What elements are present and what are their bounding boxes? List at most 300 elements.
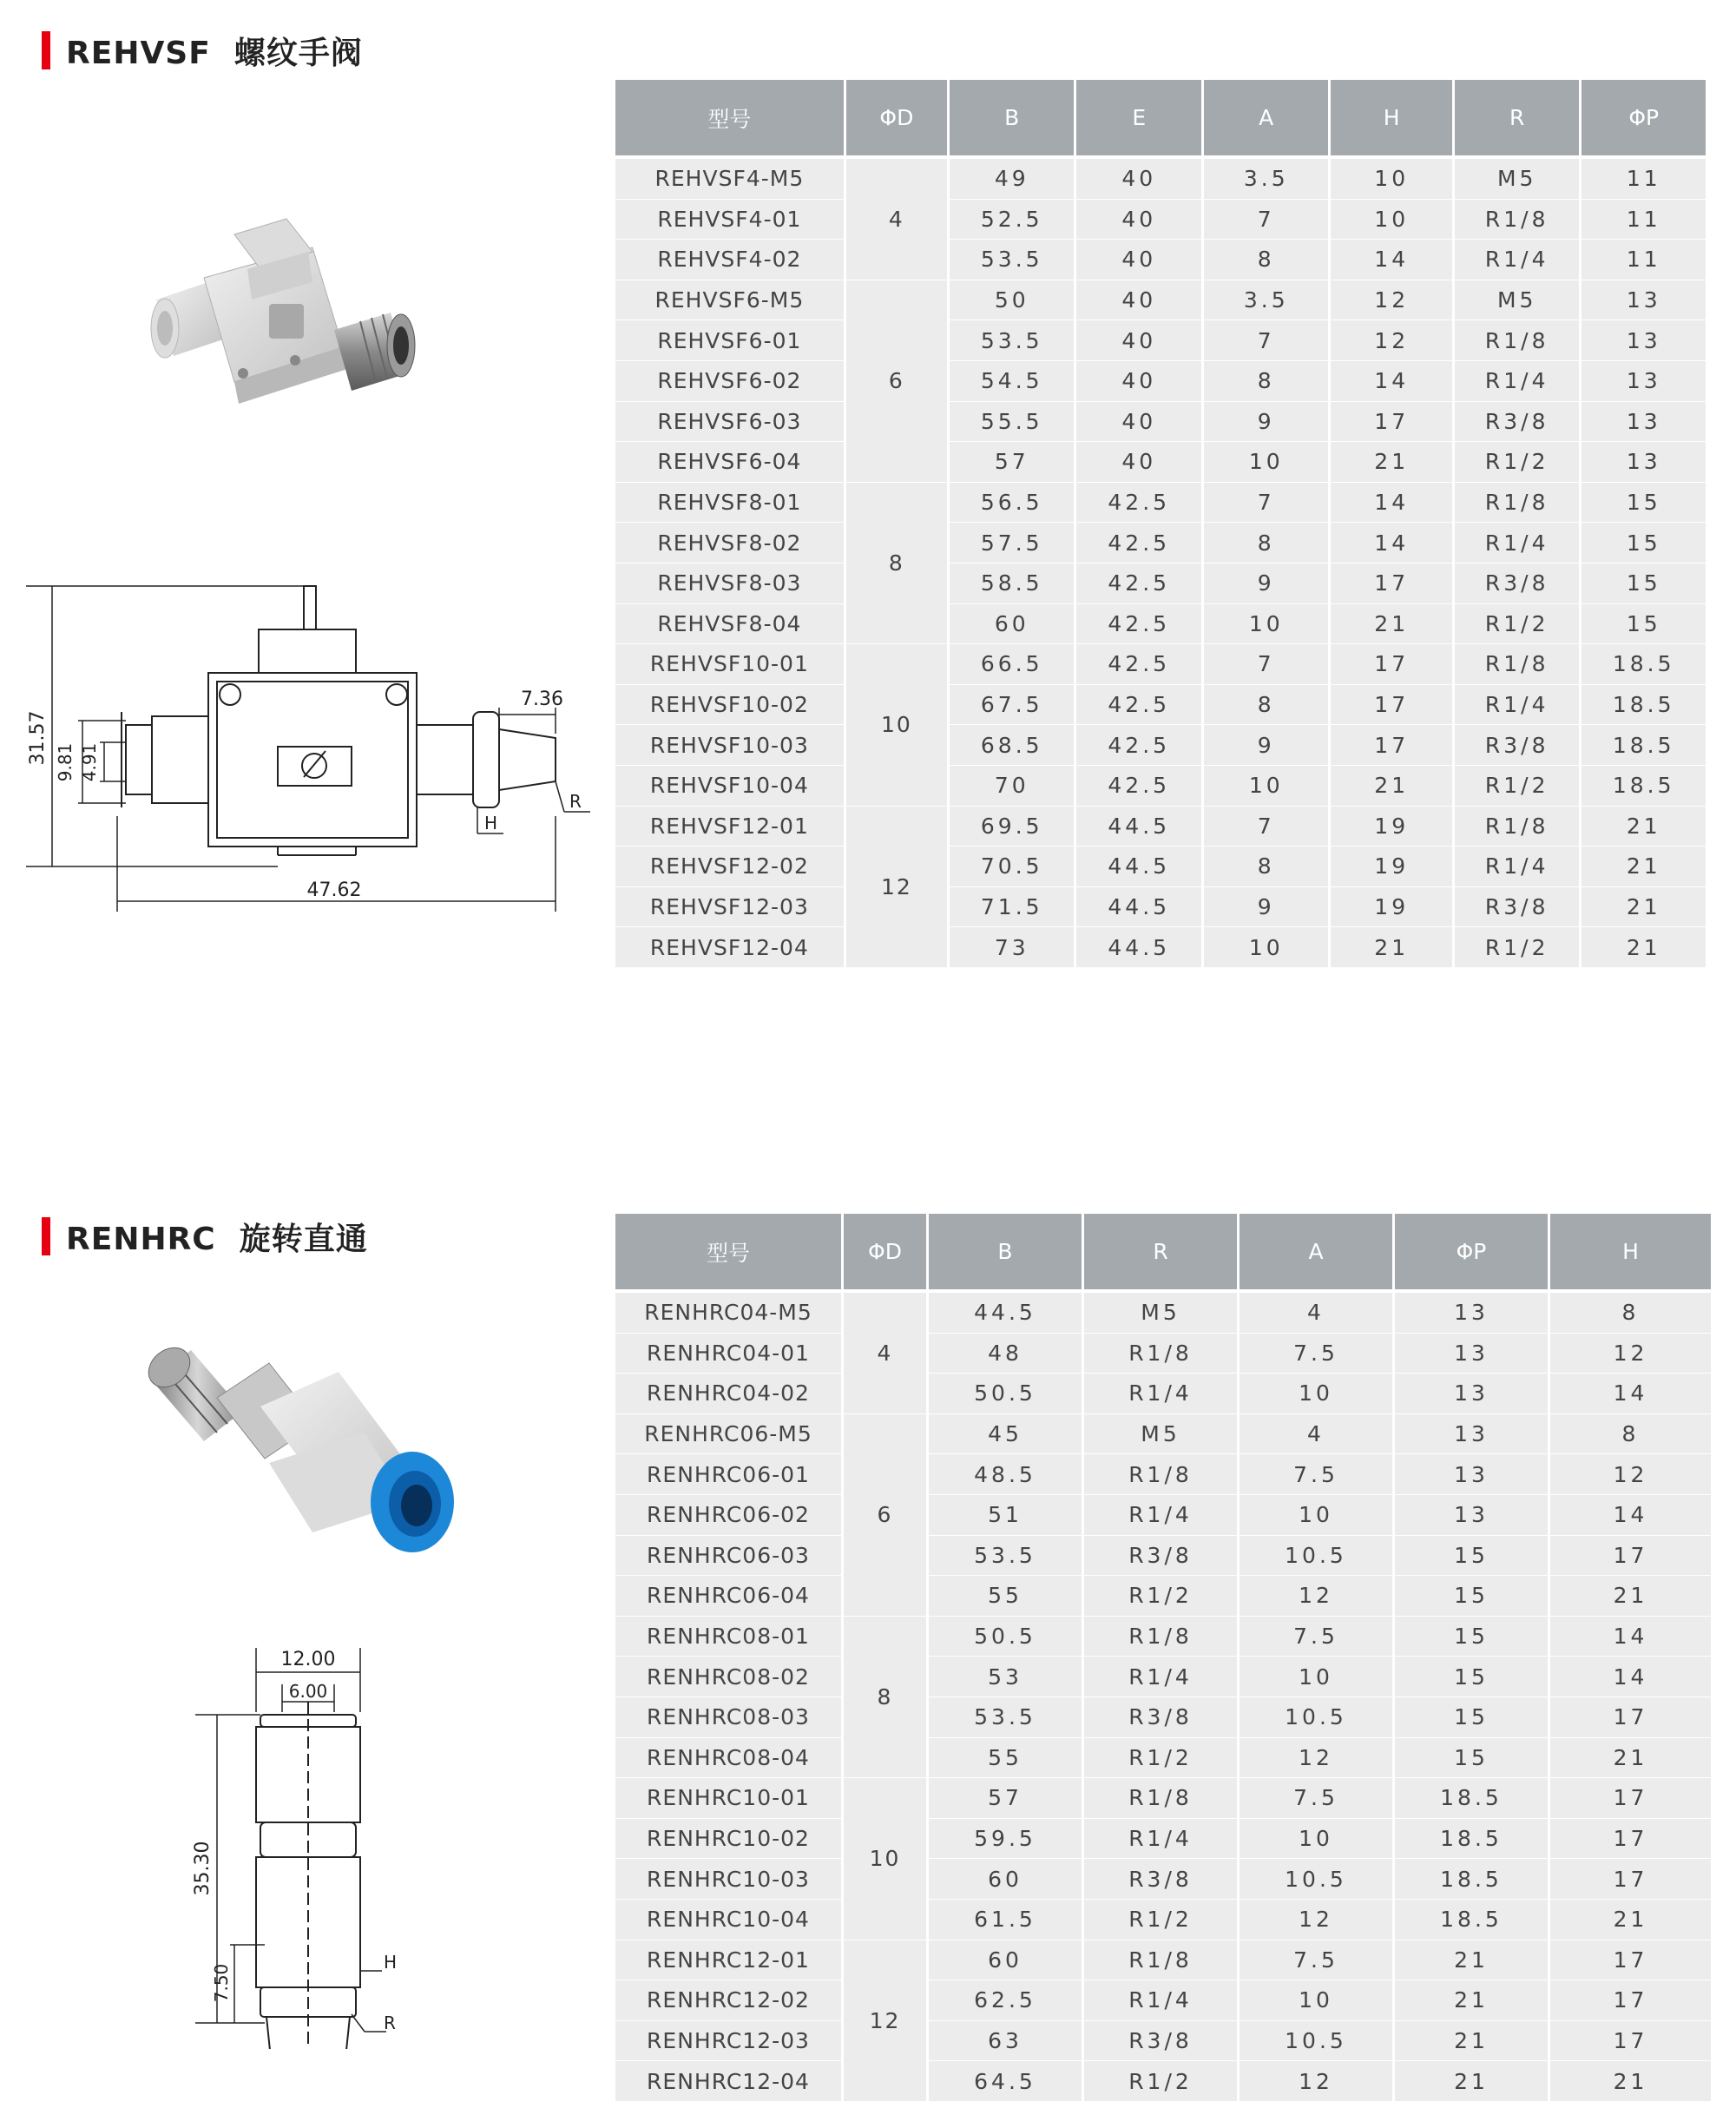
value-cell: R3/8 [1084,1536,1237,1577]
value-cell: M5 [1084,1293,1237,1334]
value-cell: R1/4 [1455,847,1580,887]
value-cell: 17 [1550,1980,1711,2021]
value-cell: 19 [1331,847,1451,887]
table-row [615,361,1706,402]
value-cell: R1/2 [1084,1576,1237,1617]
value-cell: 21 [1581,807,1706,847]
table-row [615,1374,1711,1414]
value-cell: 18.5 [1395,1819,1548,1860]
value-cell: 21 [1581,927,1706,968]
value-cell: 44.5 [1076,887,1201,928]
value-cell: 51 [929,1495,1082,1536]
value-cell: R1/4 [1455,361,1580,402]
model-cell: RENHRC10-03 [615,1859,841,1900]
value-cell: 7.5 [1240,1454,1392,1495]
value-cell: 40 [1076,361,1201,402]
value-cell: R1/8 [1455,200,1580,240]
rotary-straight-dimension-drawing [182,1615,425,2049]
table-row [615,523,1706,563]
dim-thread: 7.36 [521,688,563,710]
value-cell: 9 [1204,725,1329,766]
column-header: 型号 [615,80,844,159]
dim-inner: 6.00 [288,1681,328,1702]
diameter-group-cell: 12 [844,1940,926,2102]
model-cell: RENHRC12-01 [615,1940,841,1981]
value-cell: 61.5 [929,1900,1082,1940]
value-cell: 21 [1331,604,1451,645]
value-cell: 53.5 [950,240,1075,280]
value-cell: 8 [1204,361,1329,402]
value-cell: 15 [1395,1576,1548,1617]
table-row [615,847,1706,887]
value-cell: 49 [950,159,1075,200]
table-header-row [615,1214,1711,1293]
value-cell: R1/4 [1084,1980,1237,2021]
section-title-renhrc [42,1217,368,1255]
value-cell: 12 [1240,1738,1392,1779]
value-cell: 21 [1550,2061,1711,2102]
value-cell: 12 [1550,1454,1711,1495]
value-cell: 11 [1581,159,1706,200]
value-cell: 60 [950,604,1075,645]
column-header: B [950,80,1075,159]
value-cell: 60 [929,1859,1082,1900]
value-cell: 12 [1240,1900,1392,1940]
value-cell: 17 [1331,402,1451,443]
renhrc-spec-table [613,1214,1713,2102]
model-cell: RENHRC06-01 [615,1454,841,1495]
table-row [615,563,1706,604]
value-cell: R1/8 [1084,1617,1237,1657]
value-cell: 17 [1331,563,1451,604]
value-cell: 13 [1581,361,1706,402]
value-cell: 10 [1240,1657,1392,1697]
value-cell: 21 [1331,766,1451,807]
value-cell: R1/4 [1455,523,1580,563]
diameter-group-cell: 8 [844,1617,926,1778]
value-cell: 55.5 [950,402,1075,443]
value-cell: 13 [1395,1293,1548,1334]
value-cell: 18.5 [1581,766,1706,807]
section-code: RENHRC [66,1221,216,1257]
column-header: R [1455,80,1580,159]
dim-length: 47.62 [306,880,362,901]
value-cell: 42.5 [1076,685,1201,726]
model-cell: REHVSF12-03 [615,887,844,928]
table-row [615,807,1706,847]
table-row [615,1697,1711,1738]
model-cell: RENHRC10-01 [615,1778,841,1819]
value-cell: 42.5 [1076,563,1201,604]
value-cell: 18.5 [1395,1778,1548,1819]
value-cell: 7 [1204,200,1329,240]
value-cell: 62.5 [929,1980,1082,2021]
value-cell: 4 [1240,1414,1392,1455]
column-header: E [1076,80,1201,159]
diameter-group-cell: 6 [846,280,947,483]
value-cell: 7 [1204,644,1329,685]
table-row [615,1819,1711,1860]
value-cell: 7.5 [1240,1617,1392,1657]
value-cell: 17 [1550,1940,1711,1981]
model-cell: RENHRC04-01 [615,1334,841,1374]
diameter-group-cell: 10 [844,1778,926,1940]
value-cell: 8 [1204,847,1329,887]
value-cell: 21 [1395,1940,1548,1981]
table-row [615,927,1706,968]
dim-width: 12.00 [280,1649,336,1670]
model-cell: RENHRC12-04 [615,2061,841,2102]
value-cell: 44.5 [1076,807,1201,847]
value-cell: 42.5 [1076,604,1201,645]
value-cell: 42.5 [1076,644,1201,685]
section-name: 螺纹手阀 [233,35,363,71]
value-cell: 42.5 [1076,766,1201,807]
diameter-group-cell: 4 [846,159,947,280]
title-accent-bar [42,31,50,69]
value-cell: 10.5 [1240,1697,1392,1738]
model-cell: REHVSF8-04 [615,604,844,645]
value-cell: R3/8 [1084,1697,1237,1738]
value-cell: 13 [1581,280,1706,321]
value-cell: R3/8 [1455,563,1580,604]
table-row [615,887,1706,928]
diameter-group-cell: 6 [844,1414,926,1617]
model-cell: RENHRC08-01 [615,1617,841,1657]
value-cell: 56.5 [950,483,1075,524]
value-cell: 12 [1240,2061,1392,2102]
value-cell: 40 [1076,402,1201,443]
value-cell: 13 [1395,1495,1548,1536]
model-cell: RENHRC04-M5 [615,1293,841,1334]
model-cell: REHVSF6-02 [615,361,844,402]
model-cell: REHVSF6-01 [615,320,844,361]
value-cell: R1/8 [1455,644,1580,685]
model-cell: RENHRC06-02 [615,1495,841,1536]
value-cell: M5 [1455,280,1580,321]
value-cell: 17 [1550,1536,1711,1577]
value-cell: 18.5 [1581,685,1706,726]
value-cell: 14 [1331,483,1451,524]
value-cell: 15 [1581,523,1706,563]
column-header: ΦP [1395,1214,1548,1293]
value-cell: 8 [1550,1293,1711,1334]
value-cell: 14 [1331,240,1451,280]
value-cell: 17 [1550,2021,1711,2062]
dim-thread: 7.50 [211,1963,232,2003]
dim-length: 35.30 [192,1841,214,1896]
value-cell: 7 [1204,320,1329,361]
value-cell: 67.5 [950,685,1075,726]
value-cell: R1/8 [1084,1940,1237,1981]
value-cell: 14 [1550,1657,1711,1697]
value-cell: 12 [1550,1334,1711,1374]
model-cell: RENHRC12-03 [615,2021,841,2062]
value-cell: M5 [1455,159,1580,200]
value-cell: 68.5 [950,725,1075,766]
column-header: H [1331,80,1451,159]
table-row [615,1617,1711,1657]
value-cell: 17 [1550,1697,1711,1738]
column-header: A [1240,1214,1392,1293]
table-row [615,402,1706,443]
value-cell: 21 [1395,2021,1548,2062]
value-cell: R3/8 [1455,887,1580,928]
value-cell: R1/2 [1084,1900,1237,1940]
value-cell: 17 [1331,725,1451,766]
section-name: 旋转直通 [239,1221,368,1257]
value-cell: 8 [1204,240,1329,280]
model-cell: REHVSF4-01 [615,200,844,240]
value-cell: 10 [1240,1980,1392,2021]
value-cell: R1/2 [1455,442,1580,483]
value-cell: 10 [1240,1495,1392,1536]
diameter-group-cell: 12 [846,807,947,968]
table-row [615,1778,1711,1819]
value-cell: 53.5 [929,1697,1082,1738]
table-row [615,320,1706,361]
column-header: ΦD [844,1214,926,1293]
value-cell: 21 [1550,1576,1711,1617]
value-cell: 12 [1331,280,1451,321]
hand-valve-photo [139,217,434,469]
value-cell: 45 [929,1414,1082,1455]
value-cell: 18.5 [1395,1900,1548,1940]
value-cell: 17 [1331,644,1451,685]
value-cell: 53.5 [950,320,1075,361]
value-cell: 18.5 [1581,725,1706,766]
value-cell: 15 [1395,1617,1548,1657]
value-cell: R1/4 [1084,1374,1237,1414]
value-cell: 8 [1204,685,1329,726]
table-row [615,1657,1711,1697]
table-row [615,1293,1711,1334]
value-cell: 42.5 [1076,523,1201,563]
value-cell: R3/8 [1084,2021,1237,2062]
value-cell: 15 [1581,563,1706,604]
value-cell: 18.5 [1581,644,1706,685]
model-cell: RENHRC06-04 [615,1576,841,1617]
column-header: ΦP [1581,80,1706,159]
value-cell: 44.5 [1076,927,1201,968]
value-cell: 13 [1395,1334,1548,1374]
model-cell: REHVSF10-04 [615,766,844,807]
diameter-group-cell: 10 [846,644,947,806]
value-cell: 21 [1395,1980,1548,2021]
column-header: ΦD [846,80,947,159]
value-cell: 14 [1331,523,1451,563]
value-cell: 63 [929,2021,1082,2062]
value-cell: 48.5 [929,1454,1082,1495]
model-cell: RENHRC10-04 [615,1900,841,1940]
value-cell: 13 [1395,1374,1548,1414]
value-cell: 13 [1395,1414,1548,1455]
model-cell: REHVSF8-03 [615,563,844,604]
title-accent-bar [42,1217,50,1255]
model-cell: REHVSF12-04 [615,927,844,968]
value-cell: 14 [1550,1617,1711,1657]
value-cell: 55 [929,1738,1082,1779]
value-cell: 55 [929,1576,1082,1617]
value-cell: 15 [1395,1657,1548,1697]
value-cell: R3/8 [1084,1859,1237,1900]
table-row [615,1495,1711,1536]
value-cell: 40 [1076,240,1201,280]
value-cell: 40 [1076,159,1201,200]
value-cell: 59.5 [929,1819,1082,1860]
value-cell: 7.5 [1240,1778,1392,1819]
diameter-group-cell: 4 [844,1293,926,1414]
model-cell: REHVSF8-01 [615,483,844,524]
model-cell: REHVSF12-01 [615,807,844,847]
value-cell: 7 [1204,807,1329,847]
value-cell: 10 [1204,927,1329,968]
value-cell: 4 [1240,1293,1392,1334]
value-cell: 14 [1331,361,1451,402]
model-cell: REHVSF10-03 [615,725,844,766]
value-cell: 13 [1581,320,1706,361]
table-row [615,1414,1711,1455]
value-cell: 21 [1331,442,1451,483]
table-row [615,725,1706,766]
value-cell: 57 [929,1778,1082,1819]
value-cell: 10.5 [1240,1859,1392,1900]
table-row [615,1738,1711,1779]
value-cell: 3.5 [1204,280,1329,321]
value-cell: 11 [1581,240,1706,280]
value-cell: 69.5 [950,807,1075,847]
table-row [615,1454,1711,1495]
model-cell: RENHRC08-03 [615,1697,841,1738]
value-cell: 44.5 [1076,847,1201,887]
value-cell: 21 [1581,887,1706,928]
value-cell: 19 [1331,887,1451,928]
model-cell: RENHRC08-04 [615,1738,841,1779]
value-cell: 40 [1076,442,1201,483]
value-cell: 64.5 [929,2061,1082,2102]
table-row [615,685,1706,726]
value-cell: 12 [1331,320,1451,361]
section-code: REHVSF [66,35,211,71]
value-cell: 15 [1581,604,1706,645]
value-cell: 17 [1550,1859,1711,1900]
value-cell: 71.5 [950,887,1075,928]
value-cell: 10 [1240,1819,1392,1860]
value-cell: 57.5 [950,523,1075,563]
value-cell: 10 [1240,1374,1392,1414]
value-cell: 48 [929,1334,1082,1374]
value-cell: 53.5 [929,1536,1082,1577]
value-cell: 21 [1581,847,1706,887]
value-cell: 10 [1331,159,1451,200]
value-cell: R3/8 [1455,402,1580,443]
dim-d1: 9.81 [55,742,76,782]
value-cell: R1/4 [1455,240,1580,280]
value-cell: R1/2 [1455,604,1580,645]
value-cell: 3.5 [1204,159,1329,200]
table-row [615,2061,1711,2102]
value-cell: 15 [1395,1697,1548,1738]
value-cell: 42.5 [1076,483,1201,524]
value-cell: 8 [1204,523,1329,563]
value-cell: R3/8 [1455,725,1580,766]
value-cell: 10 [1331,200,1451,240]
value-cell: 9 [1204,887,1329,928]
value-cell: 13 [1581,402,1706,443]
table-row [615,483,1706,524]
value-cell: 10.5 [1240,1536,1392,1577]
rehvsf-spec-table [613,80,1708,968]
value-cell: R1/2 [1455,927,1580,968]
section-title-rehvsf [42,31,363,69]
value-cell: 40 [1076,200,1201,240]
value-cell: R1/4 [1084,1819,1237,1860]
diameter-group-cell: 8 [846,483,947,644]
value-cell: 52.5 [950,200,1075,240]
table-row [615,1334,1711,1374]
value-cell: R1/2 [1455,766,1580,807]
value-cell: 50.5 [929,1374,1082,1414]
value-cell: 12 [1240,1576,1392,1617]
value-cell: R1/4 [1084,1495,1237,1536]
value-cell: R1/8 [1455,483,1580,524]
label-r: R [384,2013,396,2033]
value-cell: 18.5 [1395,1859,1548,1900]
value-cell: 9 [1204,563,1329,604]
value-cell: 15 [1395,1738,1548,1779]
value-cell: R1/8 [1455,320,1580,361]
value-cell: 73 [950,927,1075,968]
value-cell: 19 [1331,807,1451,847]
rotary-straight-photo [139,1328,469,1598]
table-row [615,280,1706,321]
column-header: A [1204,80,1329,159]
value-cell: 10 [1204,766,1329,807]
model-cell: REHVSF6-03 [615,402,844,443]
table-row [615,1940,1711,1981]
value-cell: R1/4 [1084,1657,1237,1697]
model-cell: REHVSF10-02 [615,685,844,726]
table-row [615,2021,1711,2062]
table-row [615,1980,1711,2021]
value-cell: 14 [1550,1374,1711,1414]
table-row [615,200,1706,240]
table-row [615,604,1706,645]
value-cell: 13 [1395,1454,1548,1495]
value-cell: 60 [929,1940,1082,1981]
model-cell: REHVSF6-04 [615,442,844,483]
value-cell: 10 [1204,442,1329,483]
value-cell: 7.5 [1240,1334,1392,1374]
model-cell: RENHRC08-02 [615,1657,841,1697]
hand-valve-dimension-drawing [17,573,608,938]
value-cell: R1/4 [1455,685,1580,726]
table-header-row [615,80,1706,159]
value-cell: 21 [1550,1738,1711,1779]
value-cell: R1/2 [1084,1738,1237,1779]
value-cell: M5 [1084,1414,1237,1455]
model-cell: REHVSF6-M5 [615,280,844,321]
value-cell: 50.5 [929,1617,1082,1657]
model-cell: REHVSF8-02 [615,523,844,563]
table-row [615,159,1706,200]
value-cell: 50 [950,280,1075,321]
value-cell: 17 [1550,1778,1711,1819]
value-cell: 21 [1395,2061,1548,2102]
value-cell: 70 [950,766,1075,807]
label-h: H [484,813,498,833]
value-cell: 40 [1076,280,1201,321]
